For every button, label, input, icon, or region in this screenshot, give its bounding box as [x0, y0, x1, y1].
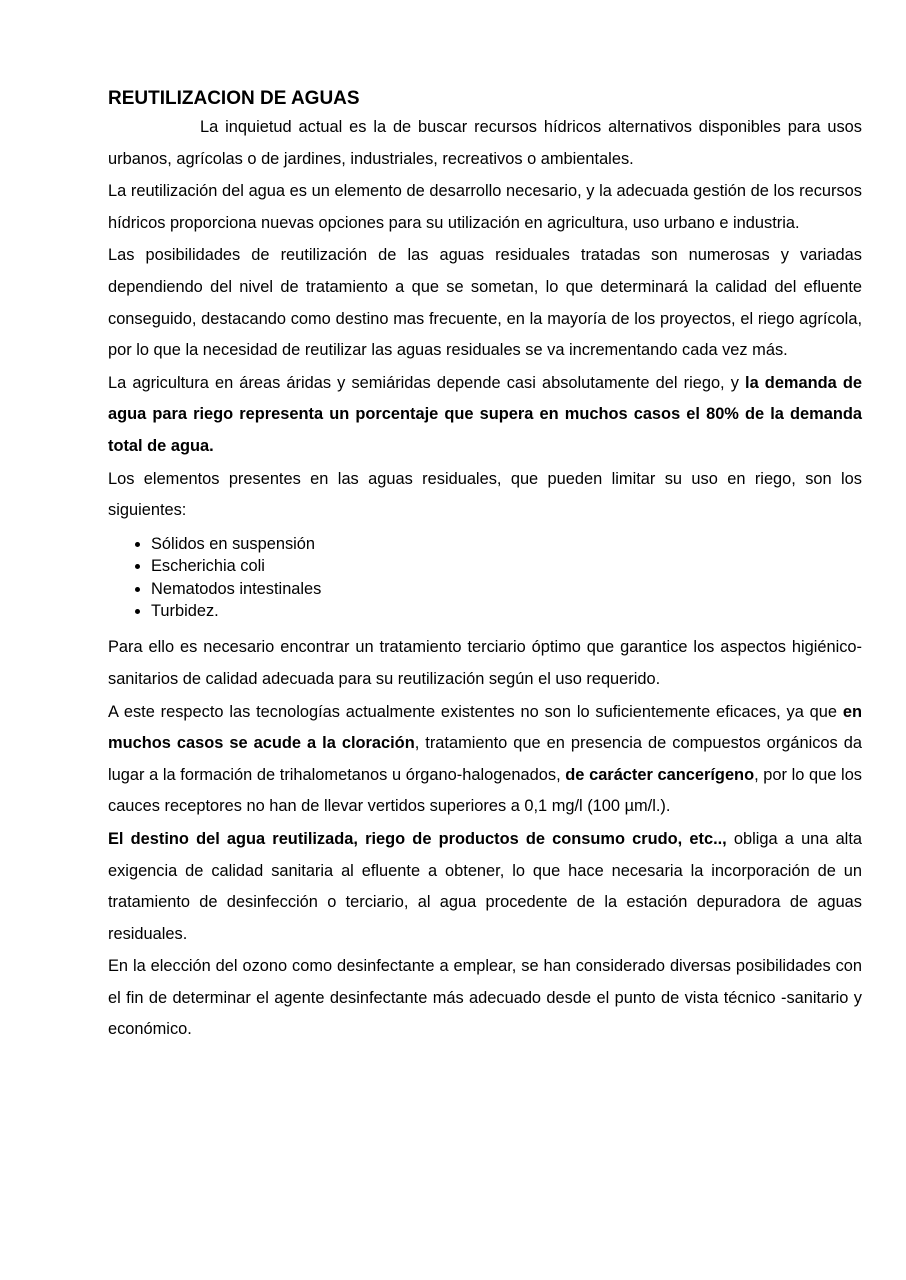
- paragraph-possibilities: Las posibilidades de reutilización de las aguas residuales tratadas son numerosas y variadas dependiendo del nivel de tratamiento a que se sometan, lo que determinará la calidad del efluente conseguido, destacando como destino mas frecuente, en la mayoría de los proyectos, el riego agrícola, por lo que la necesidad de reutilizar las aguas residuales se va incrementando cada vez más.: [108, 246, 862, 360]
- paragraph-agriculture-bold: la demanda de agua para riego representa un porcentaje que supera en muchos casos el 80% de la demanda total de agua.: [108, 373, 862, 455]
- elements-list: [108, 533, 862, 623]
- paragraph-reuse: La reutilización del agua es un elemento de desarrollo necesario, y la adecuada gestión de los recursos hídricos proporciona nuevas opciones para su utilización en agricultura, uso urbano e industria.: [108, 182, 862, 232]
- paragraph-agriculture-text: La agricultura en áreas áridas y semiáridas depende casi absolutamente del riego, y: [108, 373, 746, 392]
- list-item: • Nematodos intestinales: [151, 578, 862, 600]
- paragraph-destination: [108, 824, 862, 950]
- paragraph-ozone: En la elección del ozono como desinfectante a emplear, se han considerado diversas posibilidades con el fin de determinar el agente desinfectante más adecuado desde el punto de vista técnico -sanitario y económico.: [108, 957, 862, 1039]
- chlorination-text-2: , tratamiento que en presencia de compuestos orgánicos da lugar a la formación de trihalometanos u órgano-halogenados,: [108, 734, 862, 784]
- paragraph-treatment: Para ello es necesario encontrar un tratamiento terciario óptimo que garantice los aspectos higiénico-sanitarios de calidad adecuada para su reutilización según el uso requerido.: [108, 638, 862, 688]
- paragraph-agriculture: [108, 368, 862, 463]
- chlorination-text-1: A este respecto las tecnologías actualmente existentes no son lo suficientemente eficaces, ya que: [108, 702, 843, 721]
- list-item: • Sólidos en suspensión: [151, 533, 862, 555]
- chlorination-bold-1: en muchos casos se acude a la cloración: [108, 702, 862, 753]
- chlorination-text-3: , por lo que los cauces receptores no han de llevar vertidos superiores a 0,1 mg/l (100 µm/l.).: [108, 765, 863, 816]
- list-item: • Turbidez.: [151, 600, 862, 622]
- destination-bold: El destino del agua reutilizada, riego de productos de consumo crudo, etc..,: [108, 829, 727, 848]
- document-page: [108, 86, 862, 1047]
- page-title: REUTILIZACION DE AGUAS: [108, 88, 360, 109]
- chlorination-bold-2: de carácter cancerígeno: [565, 765, 755, 784]
- destination-text: obliga a una alta exigencia de calidad sanitaria al efluente a obtener, lo que hace necesaria la incorporación de un tratamiento de desinfección o terciario, al agua procedente de la estación depuradora de aguas residuales.: [108, 829, 862, 943]
- paragraph-chlorination: [108, 697, 862, 823]
- paragraph-intro: La inquietud actual es la de buscar recursos hídricos alternativos disponibles para usos urbanos, agrícolas o de jardines, industriales, recreativos o ambientales.: [108, 118, 862, 168]
- list-item: • Escherichia coli: [151, 555, 862, 577]
- paragraph-elements: Los elementos presentes en las aguas residuales, que pueden limitar su uso en riego, son los siguientes:: [108, 469, 862, 520]
